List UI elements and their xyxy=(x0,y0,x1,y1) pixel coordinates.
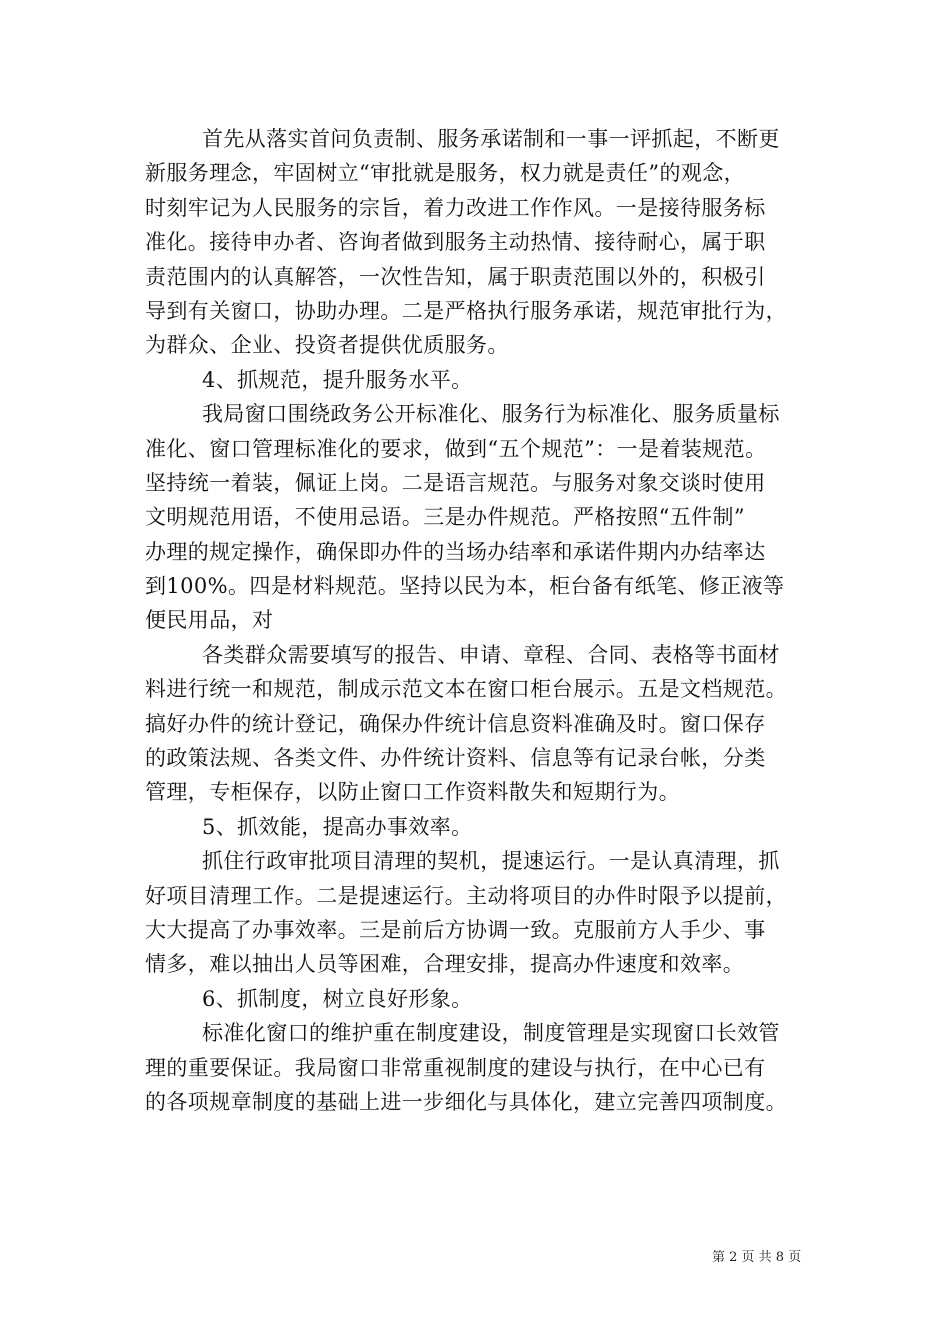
paragraph-line: 大大提高了办事效率。三是前后方协调一致。克服前方人手少、事 xyxy=(145,917,766,942)
paragraph-line: 的政策法规、各类文件、办件统计资料、信息等有记录台帐，分类 xyxy=(145,746,766,771)
paragraph-line: 文明规范用语，不使用忌语。三是办件规范。严格按照“五件制” xyxy=(145,505,746,530)
section-heading: 6、抓制度，树立良好形象。 xyxy=(202,986,473,1011)
paragraph-line: 情多，难以抽出人员等困难，合理安排，提高办件速度和效率。 xyxy=(145,952,745,977)
paragraph-line: 时刻牢记为人民服务的宗旨，着力改进工作作风。一是接待服务标 xyxy=(145,195,766,220)
page-number-footer: 第 2 页 共 8 页 xyxy=(712,1250,802,1265)
paragraph-line: 办理的规定操作，确保即办件的当场办结率和承诺件期内办结率达 xyxy=(145,539,766,564)
section-heading: 4、抓规范，提升服务水平。 xyxy=(202,367,473,392)
section-heading: 5、抓效能，提高办事效率。 xyxy=(202,814,473,839)
paragraph-line: 理的重要保证。我局窗口非常重视制度的建设与执行，在中心已有 xyxy=(145,1055,766,1080)
paragraph-line: 好项目清理工作。二是提速运行。主动将项目的办件时限予以提前， xyxy=(145,883,787,908)
paragraph-line: 准化。接待申办者、咨询者做到服务主动热情、接待耐心，属于职 xyxy=(145,230,766,255)
paragraph-line: 料进行统一和规范，制成示范文本在窗口柜台展示。五是文档规范。 xyxy=(145,677,787,702)
paragraph-line: 管理，专柜保存，以防止窗口工作资料散失和短期行为。 xyxy=(145,780,680,805)
paragraph-line: 便民用品，对 xyxy=(145,608,274,633)
paragraph-line: 搞好办件的统计登记，确保办件统计信息资料准确及时。窗口保存 xyxy=(145,711,766,736)
paragraph-line: 责范围内的认真解答，一次性告知，属于职责范围以外的，积极引 xyxy=(145,264,766,289)
paragraph-line: 准化、窗口管理标准化的要求，做到“五个规范”：一是着装规范。 xyxy=(145,436,767,461)
paragraph-line: 到100%。四是材料规范。坚持以民为本，柜台备有纸笔、修正液等 xyxy=(145,574,785,599)
paragraph-line: 导到有关窗口，协助办理。二是严格执行服务承诺，规范审批行为， xyxy=(145,298,787,323)
paragraph-line: 我局窗口围绕政务公开标准化、服务行为标准化、服务质量标 xyxy=(202,402,780,427)
paragraph-line: 新服务理念，牢固树立“审批就是服务，权力就是责任”的观念， xyxy=(145,161,746,186)
paragraph-line: 抓住行政审批项目清理的契机，提速运行。一是认真清理，抓 xyxy=(202,849,780,874)
paragraph-line: 的各项规章制度的基础上进一步细化与具体化，建立完善四项制度。 xyxy=(145,1089,787,1114)
paragraph-line: 坚持统一着装，佩证上岗。二是语言规范。与服务对象交谈时使用 xyxy=(145,470,766,495)
paragraph-line: 标准化窗口的维护重在制度建设，制度管理是实现窗口长效管 xyxy=(202,1021,780,1046)
document-body xyxy=(145,122,825,1119)
paragraph-line: 为群众、企业、投资者提供优质服务。 xyxy=(145,333,509,358)
paragraph-line: 各类群众需要填写的报告、申请、章程、合同、表格等书面材 xyxy=(202,642,780,667)
paragraph-line: 首先从落实首问负责制、服务承诺制和一事一评抓起，不断更 xyxy=(202,127,780,151)
